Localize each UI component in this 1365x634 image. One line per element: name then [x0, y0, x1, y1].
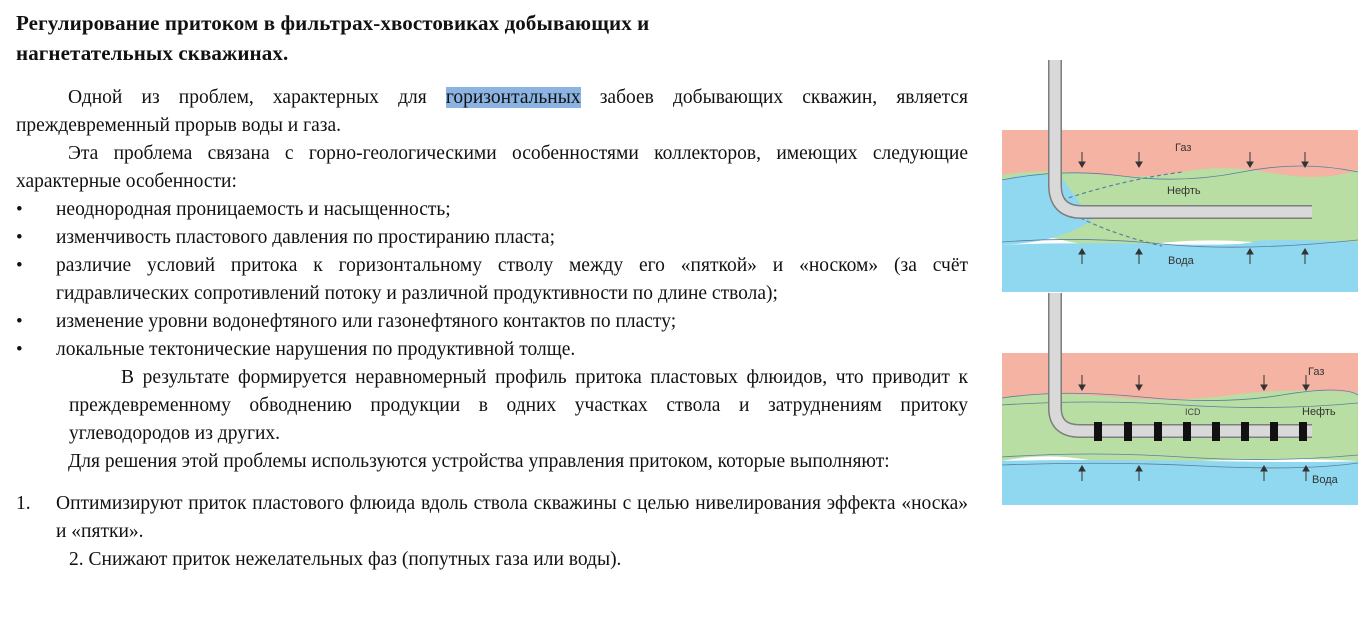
label-water: Вода	[1168, 255, 1194, 267]
bullet-item: • изменчивость пластового давления по простиранию пласта;	[16, 224, 968, 252]
list-text: Оптимизируют приток пластового флюида вдоль ствола скважины с целью нивелирования эффекта «носка» и «пятки».	[56, 493, 968, 542]
bullet-list	[16, 196, 968, 364]
icd-device	[1241, 422, 1249, 441]
label-water: Вода	[1312, 474, 1338, 486]
label-gas: Газ	[1308, 366, 1325, 378]
document-body	[16, 8, 968, 574]
paragraph-solution: Для решения этой проблемы используются устройства управления притоком, которые выполняют:	[68, 451, 890, 472]
list-item	[16, 490, 968, 546]
paragraph-problem: Эта проблема связана с горно-геологическими особенностями коллекторов, имеющих следующие характерные особенности:	[16, 143, 968, 192]
bullet-item: • локальные тектонические нарушения по продуктивной толще.	[16, 336, 968, 364]
diagram-without-icd	[1002, 60, 1358, 292]
paragraph-intro	[16, 84, 968, 140]
bullet-item: • изменение уровни водонефтяного или газонефтяного контактов по пласту;	[16, 308, 968, 336]
bullet-item: • различие условий притока к горизонтальному стволу между его «пяткой» и «носком» (за счёт гидравлических сопротивлений потоку и различной продуктивности по длине ствола);	[16, 252, 968, 308]
icd-device	[1094, 422, 1102, 441]
list-item-2: 2. Снижают приток нежелательных фаз (попутных газа или воды).	[69, 549, 622, 570]
label-oil: Нефть	[1167, 185, 1201, 197]
paragraph-intro-text: Одной из проблем, характерных для	[68, 87, 446, 108]
paragraph-intro-text-end: забоев добывающих скважин, является преждевременный прорыв воды и газа.	[16, 87, 968, 136]
icd-device	[1270, 422, 1278, 441]
label-oil: Нефть	[1302, 406, 1336, 418]
title-line-1: Регулирование притоком в фильтрах-хвостовиках добывающих и	[16, 11, 650, 35]
list-number: 1.	[16, 493, 31, 514]
label-gas: Газ	[1175, 142, 1192, 154]
page-title	[16, 8, 968, 68]
title-line-2: нагнетательных скважинах.	[16, 41, 289, 65]
icd-device	[1183, 422, 1191, 441]
icd-device	[1154, 422, 1162, 441]
numbered-list	[16, 490, 968, 546]
paragraph-result: В результате формируется неравномерный профиль притока пластовых флюидов, что приводит к преждевременному обводнению продукции в одних участках ствола и затруднениям притоку углеводородов из других.	[69, 367, 968, 444]
diagram-with-icd	[1002, 293, 1358, 505]
icd-device	[1212, 422, 1220, 441]
icd-device	[1299, 422, 1307, 441]
highlighted-word[interactable]: горизонтальных	[445, 87, 581, 108]
water-layer	[1002, 460, 1358, 505]
bullet-item: • неоднородная проницаемость и насыщенность;	[16, 196, 968, 224]
label-icd: ICD	[1185, 407, 1201, 417]
icd-device	[1124, 422, 1132, 441]
